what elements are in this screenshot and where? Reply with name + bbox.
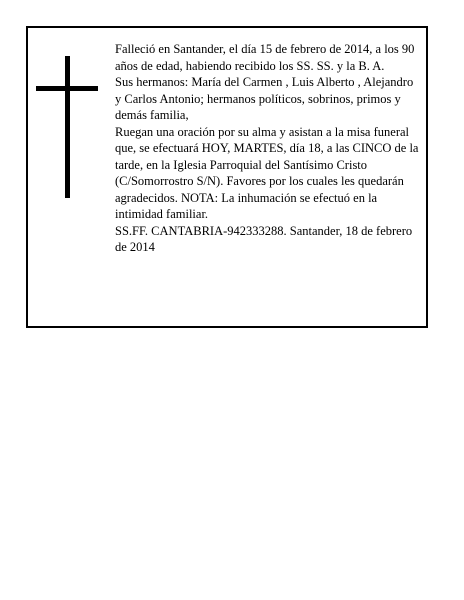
family-list: Sus hermanos: María del Carmen , Luis Alberto , Alejandro y Carlos Antonio; hermanos políticos, sobrinos, primos y demás familia, xyxy=(115,75,414,122)
death-announcement: Falleció en Santander, el día 15 de febrero de 2014, a los 90 años de edad, habiendo recibido los SS. SS. y la B. A. xyxy=(115,42,415,73)
funeral-home-contact: SS.FF. CANTABRIA-942333288. Santander, 18 de febrero de 2014 xyxy=(115,223,413,254)
notice-text xyxy=(115,41,419,256)
cross-horizontal-bar xyxy=(36,86,98,91)
cross-vertical-bar xyxy=(65,56,70,198)
cross-icon xyxy=(36,56,98,198)
funeral-details: Ruegan una oración por su alma y asistan a la misa funeral que, se efectuará HOY, MARTES, día 18, a las CINCO de la tarde, en la Iglesia Parroquial del Santísimo Cristo (C/Somorrostro S/N). Favores por los cuales les quedarán agradecidos. NOTA: La inhumación se efectuó en la intimidad familiar. xyxy=(115,124,419,221)
obituary-notice xyxy=(26,26,428,328)
